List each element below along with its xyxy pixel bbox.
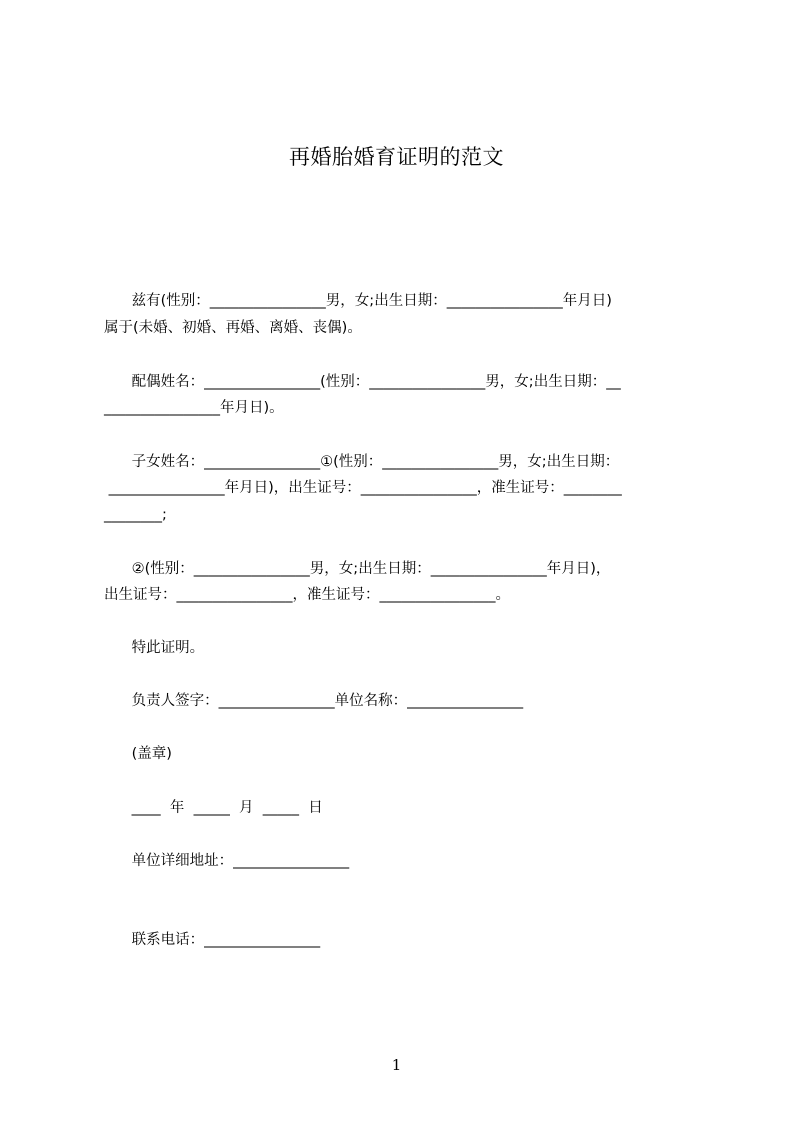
paragraph-3-line-2: ________________年月日)，出生证号：________________，准生证号：________ <box>104 480 622 496</box>
paragraph-3-line-1: 子女姓名：________________①(性别：________________男，女;出生日期： <box>104 454 620 470</box>
phone-line: 联系电话：________________ <box>104 932 321 948</box>
signature-line: 负责人签字：________________单位名称：________________ <box>104 693 524 709</box>
seal-note: (盖章) <box>104 746 172 762</box>
paragraph-4-line-1: ②(性别：________________男，女;出生日期：________________年月日)， <box>104 561 611 577</box>
paragraph-2-line-1: 配偶姓名：________________(性别：________________男，女;出生日期：__ <box>104 374 621 390</box>
address-line: 单位详细地址：________________ <box>104 853 350 869</box>
paragraph-2-line-2: ________________年月日)。 <box>104 400 284 416</box>
statement: 特此证明。 <box>104 640 205 656</box>
paragraph-1-line-1: 兹有(性别：________________男，女;出生日期：________________年月日) <box>104 293 612 309</box>
paragraph-4-line-2: 出生证号：________________，准生证号：________________。 <box>104 587 510 603</box>
date-line: ____ 年 _____ 月 _____ 日 <box>104 800 323 816</box>
page-number: 1 <box>391 1056 402 1074</box>
paragraph-3-line-3: ________; <box>104 507 167 523</box>
document-title: 再婚胎婚育证明的范文 <box>289 145 504 169</box>
paragraph-1-line-2: 属于(未婚、初婚、再婚、离婚、丧偶)。 <box>104 320 362 336</box>
